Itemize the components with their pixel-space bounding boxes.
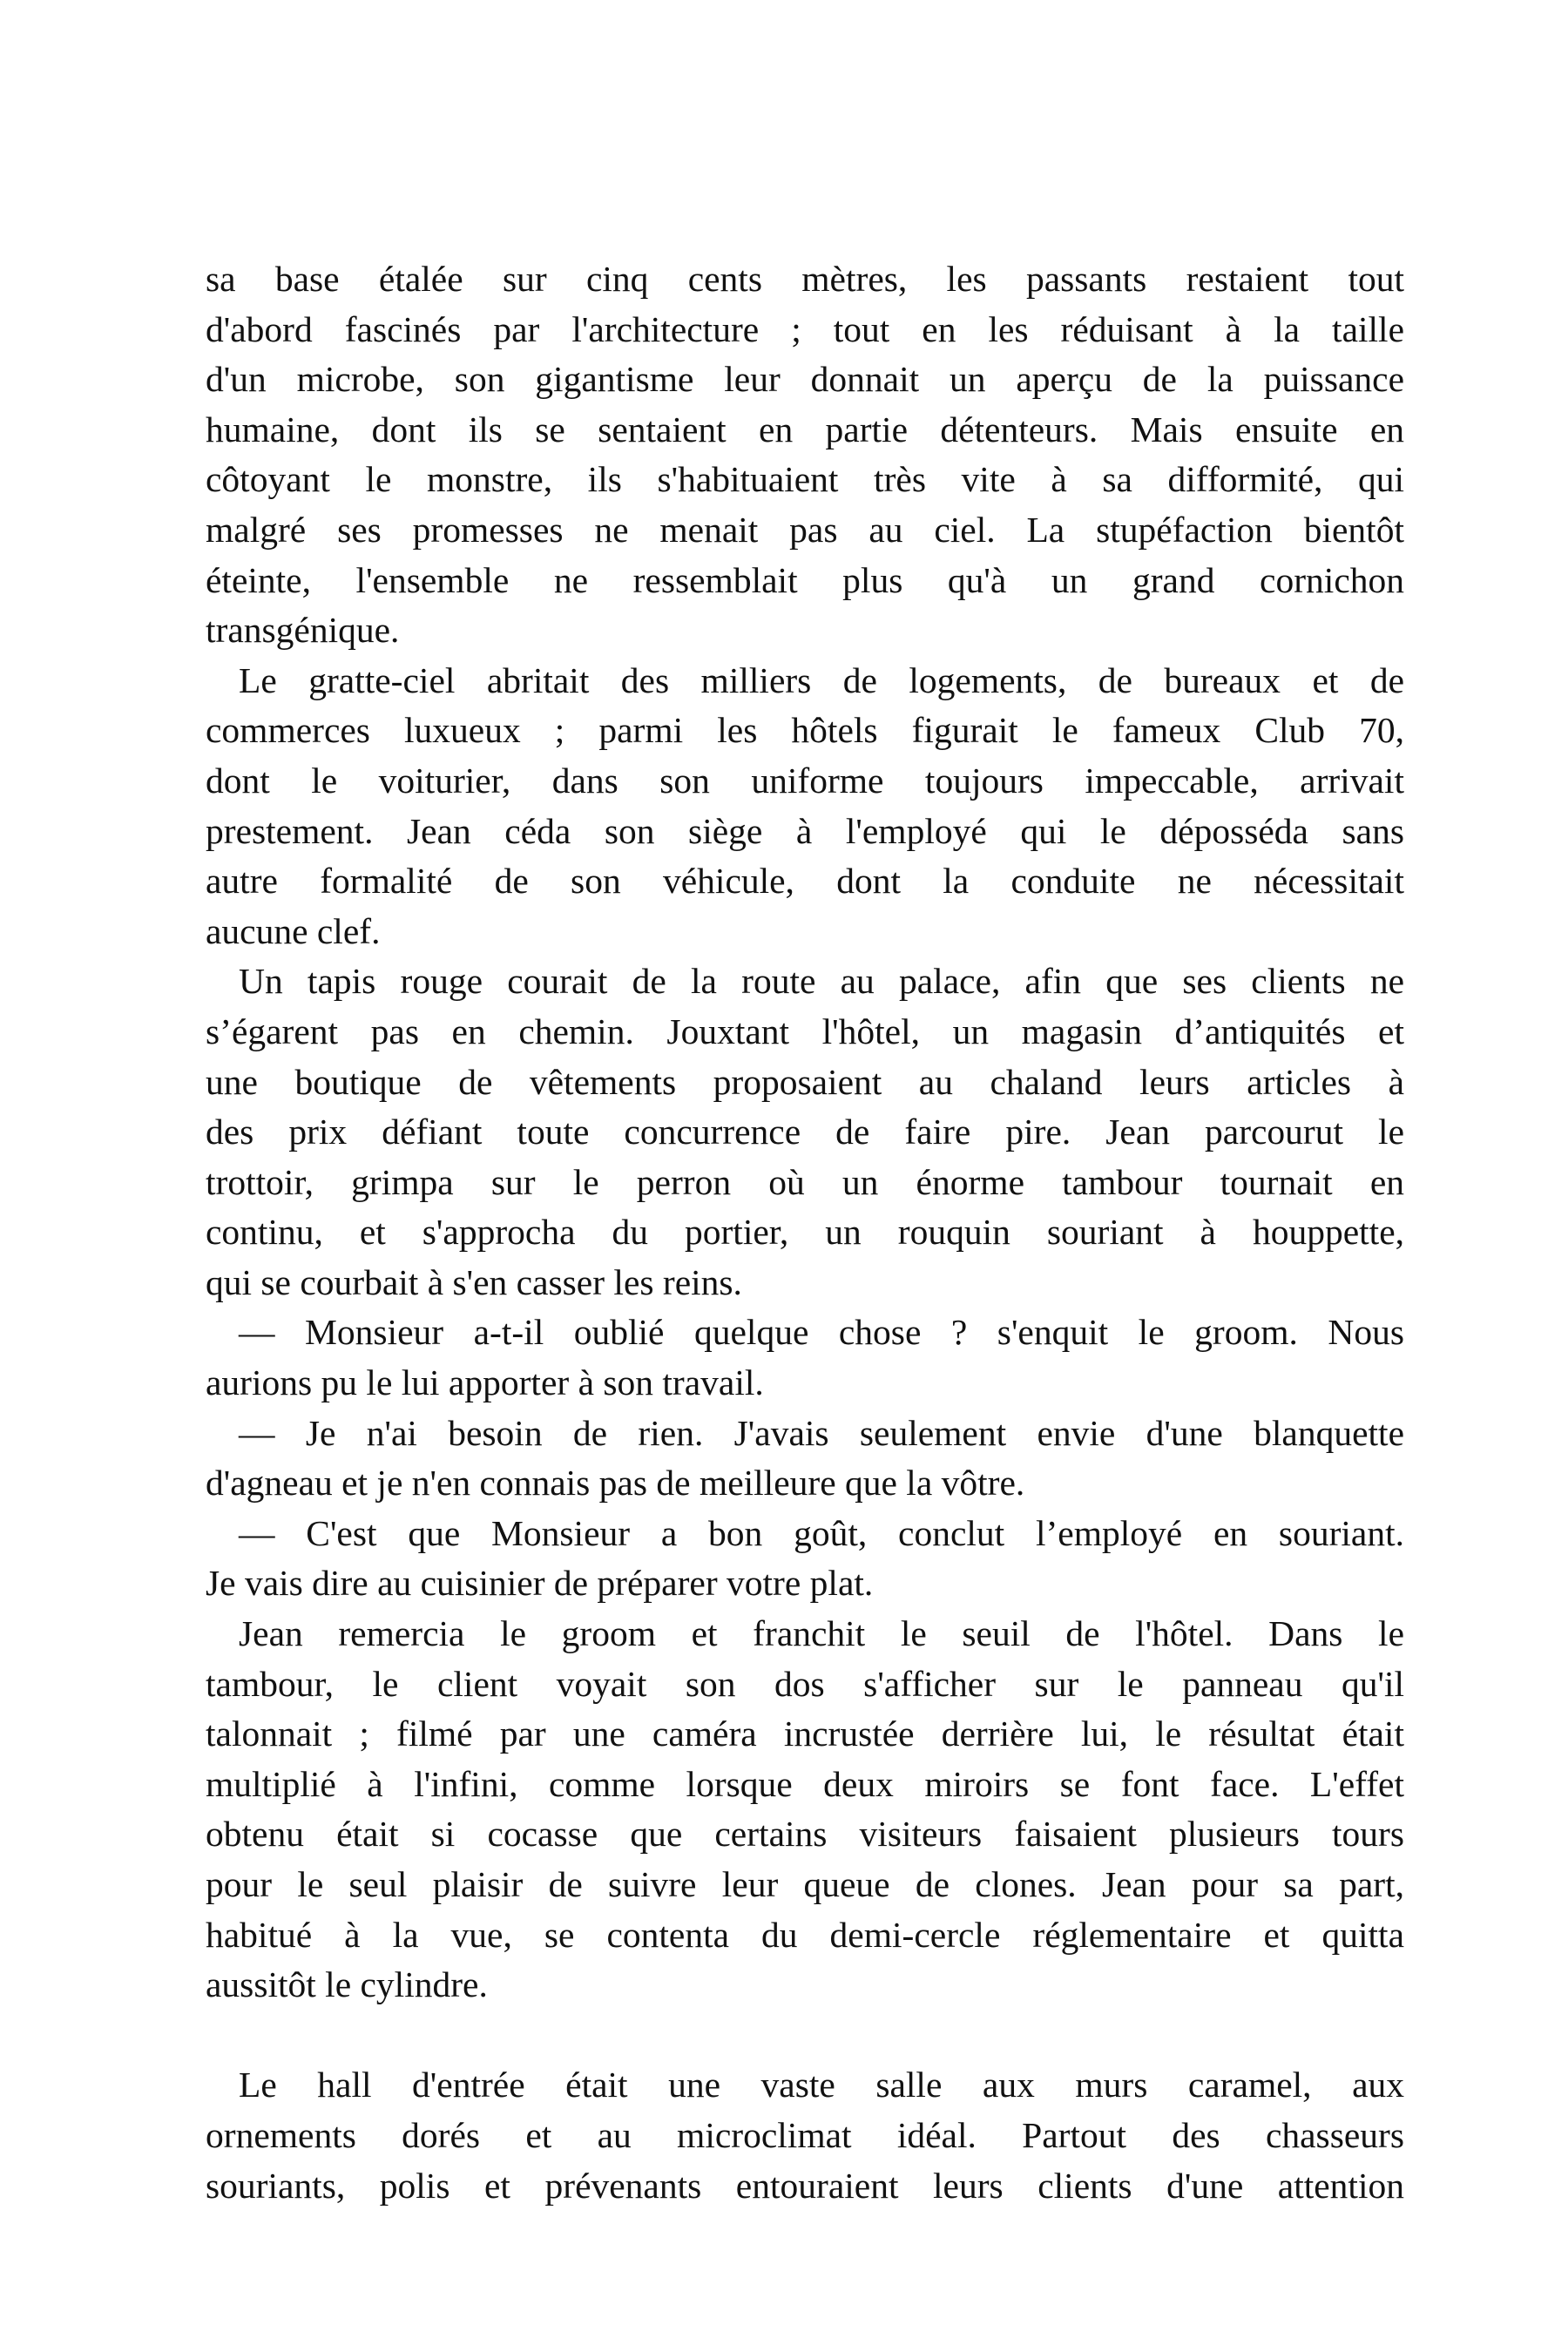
text-line: obtenu était si cocasse que certains visiteurs faisaient plusieurs tours: [206, 1814, 1404, 1855]
dialogue-employee-conclusion: [206, 1509, 1404, 1609]
text-line: tambour, le client voyait son dos s'afficher sur le panneau qu'il: [206, 1663, 1404, 1704]
text-line: des prix défiant toute concurrence de faire pire. Jean parcourut le: [206, 1112, 1404, 1152]
text-line: — Je n'ai besoin de rien. J'avais seulement envie d'une blanquette: [239, 1412, 1404, 1453]
paragraph-gratte-ciel: [206, 656, 1404, 957]
text-line: qui se courbait à s'en casser les reins.: [206, 1261, 742, 1302]
text-line: humaine, dont ils se sentaient en partie détenteurs. Mais ensuite en: [206, 409, 1404, 449]
text-line: dont le voiturier, dans son uniforme toujours impeccable, arrivait: [206, 760, 1404, 801]
text-line: Le hall d'entrée était une vaste salle aux murs caramel, aux: [239, 2065, 1404, 2105]
text-line: Un tapis rouge courait de la route au palace, afin que ses clients ne: [239, 961, 1404, 1002]
text-line: Jean remercia le groom et franchit le seuil de l'hôtel. Dans le: [239, 1613, 1404, 1654]
text-line: d'abord fascinés par l'architecture ; tout en les réduisant à la taille: [206, 308, 1404, 349]
text-line: malgré ses promesses ne menait pas au ciel. La stupéfaction bientôt: [206, 509, 1404, 550]
section-break: [206, 2011, 1404, 2061]
text-line: continu, et s'approcha du portier, un rouquin souriant à houppette,: [206, 1212, 1404, 1253]
text-line: s’égarent pas en chemin. Jouxtant l'hôtel, un magasin d’antiquités et: [206, 1010, 1404, 1051]
text-line: d'un microbe, son gigantisme leur donnait un aperçu de la puissance: [206, 359, 1404, 400]
text-line: habitué à la vue, se contenta du demi-cercle réglementaire et quitta: [206, 1914, 1404, 1955]
text-line: prestement. Jean céda son siège à l'employé qui le dépossédа sans: [206, 810, 1404, 851]
text-line: transgénique.: [206, 610, 400, 651]
dialogue-jean-reply: [206, 1409, 1404, 1509]
text-line: souriants, polis et prévenants entouraient leurs clients d'une attention: [206, 2165, 1404, 2206]
body-text: [206, 254, 1404, 2211]
text-line: ornements dorés et au microclimat idéal. Partout des chasseurs: [206, 2114, 1404, 2155]
text-line: talonnait ; filmé par une caméra incrustée derrière lui, le résultat était: [206, 1713, 1404, 1754]
text-line: Je vais dire au cuisinier de préparer votre plat.: [206, 1563, 874, 1604]
paragraph-hall-entree: [206, 2060, 1404, 2211]
text-line: une boutique de vêtements proposaient au chaland leurs articles à: [206, 1061, 1404, 1102]
text-line: autre formalité de son véhicule, dont la conduite ne nécessitait: [206, 861, 1404, 902]
paragraph-skyscraper-description: [206, 254, 1404, 656]
text-line: sa base étalée sur cinq cents mètres, les passants restaient tout: [206, 259, 1404, 299]
text-line: trottoir, grimpa sur le perron où un énorme tambour tournait en: [206, 1161, 1404, 1202]
text-line: — C'est que Monsieur a bon goût, conclut l’employé en souriant.: [239, 1512, 1404, 1553]
text-line: côtoyant le monstre, ils s'habituaient très vite à sa difformité, qui: [206, 459, 1404, 500]
text-line: commerces luxueux ; parmi les hôtels figurait le fameux Club 70,: [206, 710, 1404, 751]
paragraph-tapis-rouge: [206, 956, 1404, 1308]
text-line: d'agneau et je n'en connais pas de meilleure que la vôtre.: [206, 1463, 1025, 1504]
text-line: éteinte, l'ensemble ne ressemblait plus qu'à un grand cornichon: [206, 559, 1404, 600]
text-line: aurions pu le lui apporter à son travail.: [206, 1362, 764, 1403]
paragraph-tambour: [206, 1609, 1404, 2011]
text-line: multiplié à l'infini, comme lorsque deux miroirs se font face. L'effet: [206, 1763, 1404, 1804]
text-line: Le gratte-ciel abritait des milliers de logements, de bureaux et de: [239, 659, 1404, 700]
text-line: pour le seul plaisir de suivre leur queue de clones. Jean pour sa part,: [206, 1864, 1404, 1904]
text-line: aucune clef.: [206, 910, 381, 951]
text-line: — Monsieur a-t-il oublié quelque chose ? s'enquit le groom. Nous: [239, 1312, 1404, 1353]
dialogue-groom-question: [206, 1308, 1404, 1408]
text-line: aussitôt le cylindre.: [206, 1964, 488, 2005]
